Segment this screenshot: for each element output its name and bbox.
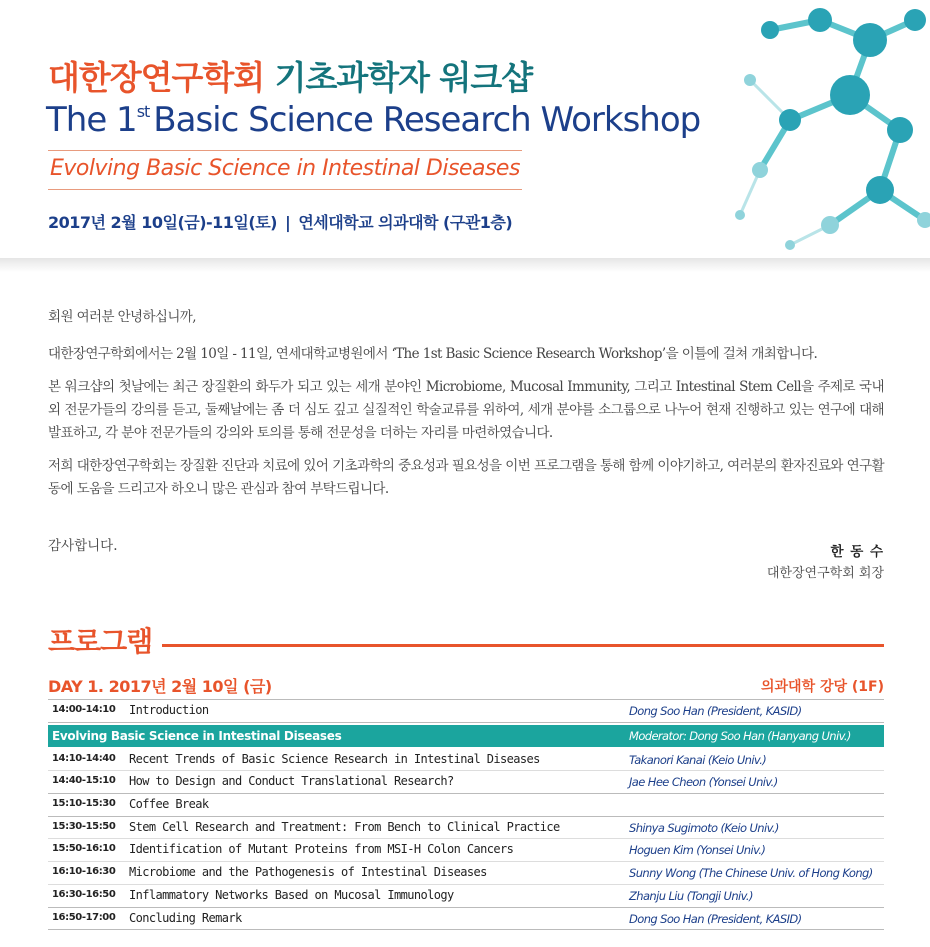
session-moderator: Moderator: Dong Soo Han (Hanyang Univ.) bbox=[629, 728, 851, 743]
session-title: Coffee Break bbox=[129, 797, 209, 812]
letter-paragraph: 본 워크샵의 첫날에는 최근 장질환의 화두가 되고 있는 세개 분야인 Microbiome, Mucosal Immunity, 그리고 Intestinal Stem Cell을 주제로 국내외 전문가들의 강의를 듣고, 둘째날에는 좀 더 심도 깊고 실질적인 학술교류를 위하여, 세개 분야를 소그룹으로 나누어 현재 진행하고 있는 연구에 대해 발표하고, 각 분야 전문가들의 강의와 토의를 통해 전문성을 더하는 자리를 마련하였습니다. bbox=[48, 379, 884, 441]
closing: 감사합니다. bbox=[48, 538, 118, 554]
title-english: The 1st Basic Science Research Workshop bbox=[46, 100, 701, 140]
session-speaker: Dong Soo Han (President, KASID) bbox=[629, 911, 802, 926]
subtitle-box bbox=[48, 150, 522, 190]
session-title: Evolving Basic Science in Intestinal Diseases bbox=[52, 728, 342, 743]
session-time: 14:40-15:10 bbox=[52, 775, 116, 787]
session-time: 14:10-14:40 bbox=[52, 752, 116, 764]
letter-paragraph: 대한장연구학회에서는 2월 10일 - 11일, 연세대학교병원에서 ‘The 1st Basic Science Research Workshop’을 이틀에 걸쳐 개최합니다. bbox=[48, 346, 818, 362]
table-row bbox=[48, 817, 884, 840]
header bbox=[0, 0, 930, 262]
session-speaker: Takanori Kanai (Keio Univ.) bbox=[629, 752, 767, 767]
title-korean bbox=[48, 52, 532, 99]
header-shadow bbox=[0, 258, 930, 272]
table-row bbox=[48, 794, 884, 817]
session-title: Microbiome and the Pathogenesis of Intestinal Diseases bbox=[129, 865, 487, 880]
welcome-letter bbox=[48, 306, 884, 511]
session-time: 15:50-16:10 bbox=[52, 843, 116, 855]
session-time: 14:00-14:10 bbox=[52, 704, 116, 715]
date-location bbox=[48, 210, 512, 233]
greeting: 회원 여러분 안녕하십니까, bbox=[48, 309, 196, 325]
session-title: Identification of Mutant Proteins from MSI-H Colon Cancers bbox=[129, 842, 514, 857]
session-speaker: Zhanju Liu (Tongji Univ.) bbox=[629, 888, 753, 903]
table-row bbox=[48, 908, 884, 931]
event-date: 2017년 2월 10일(금)-11일(토) bbox=[48, 213, 277, 232]
program-title: 프로그램 bbox=[48, 625, 153, 658]
session-speaker: Jae Hee Cheon (Yonsei Univ.) bbox=[629, 775, 778, 790]
session-speaker: Sunny Wong (The Chinese Univ. of Hong Kong) bbox=[629, 866, 873, 881]
table-row bbox=[48, 771, 884, 794]
signer-name: 한 동 수 bbox=[830, 544, 884, 560]
event-name-korean: 기초과학자 워크샵 bbox=[274, 58, 533, 97]
program-divider bbox=[162, 644, 884, 647]
session-speaker: Dong Soo Han (President, KASID) bbox=[629, 704, 802, 718]
letter-paragraph: 저희 대한장연구학회는 장질환 진단과 치료에 있어 기초과학의 중요성과 필요성을 이번 프로그램을 통해 함께 이야기하고, 여러분의 환자진료와 연구활동에 도움을 드리고자 하오니 많은 관심과 참여 부탁드립니다. bbox=[48, 458, 884, 497]
table-row bbox=[48, 839, 884, 862]
day-header bbox=[48, 674, 884, 698]
table-row bbox=[48, 749, 884, 772]
table-row bbox=[48, 885, 884, 908]
schedule-table bbox=[48, 699, 884, 930]
subtitle: Evolving Basic Science in Intestinal Diseases bbox=[50, 156, 520, 181]
signer-role: 대한장연구학회 회장 bbox=[766, 566, 884, 581]
session-title: How to Design and Conduct Translational Research? bbox=[129, 774, 454, 789]
session-speaker: Hoguen Kim (Yonsei Univ.) bbox=[629, 843, 766, 858]
session-speaker: Shinya Sugimoto (Keio Univ.) bbox=[629, 820, 779, 835]
molecule-decoration-icon bbox=[730, 0, 930, 262]
society-name: 대한장연구학회 bbox=[48, 58, 265, 97]
table-row bbox=[48, 700, 884, 723]
event-location: 연세대학교 의과대학 (구관1층) bbox=[298, 213, 513, 232]
day-label: DAY 1. 2017년 2월 10일 (금) bbox=[48, 677, 272, 696]
session-title: Recent Trends of Basic Science Research in Intestinal Diseases bbox=[129, 751, 540, 766]
session-time: 16:30-16:50 bbox=[52, 888, 116, 900]
session-title: Inflammatory Networks Based on Mucosal Immunology bbox=[129, 887, 454, 902]
session-time: 16:50-17:00 bbox=[52, 911, 116, 923]
session-time: 15:10-15:30 bbox=[52, 798, 116, 810]
venue: 의과대학 강당 (1F) bbox=[761, 679, 884, 695]
session-title: Stem Cell Research and Treatment: From Bench to Clinical Practice bbox=[129, 819, 560, 834]
session-header-row bbox=[48, 725, 884, 747]
session-title: Concluding Remark bbox=[129, 910, 242, 925]
session-time: 15:30-15:50 bbox=[52, 820, 116, 832]
session-time: 16:10-16:30 bbox=[52, 866, 116, 878]
table-row bbox=[48, 862, 884, 885]
separator: | bbox=[284, 213, 291, 232]
session-title: Introduction bbox=[129, 703, 209, 717]
